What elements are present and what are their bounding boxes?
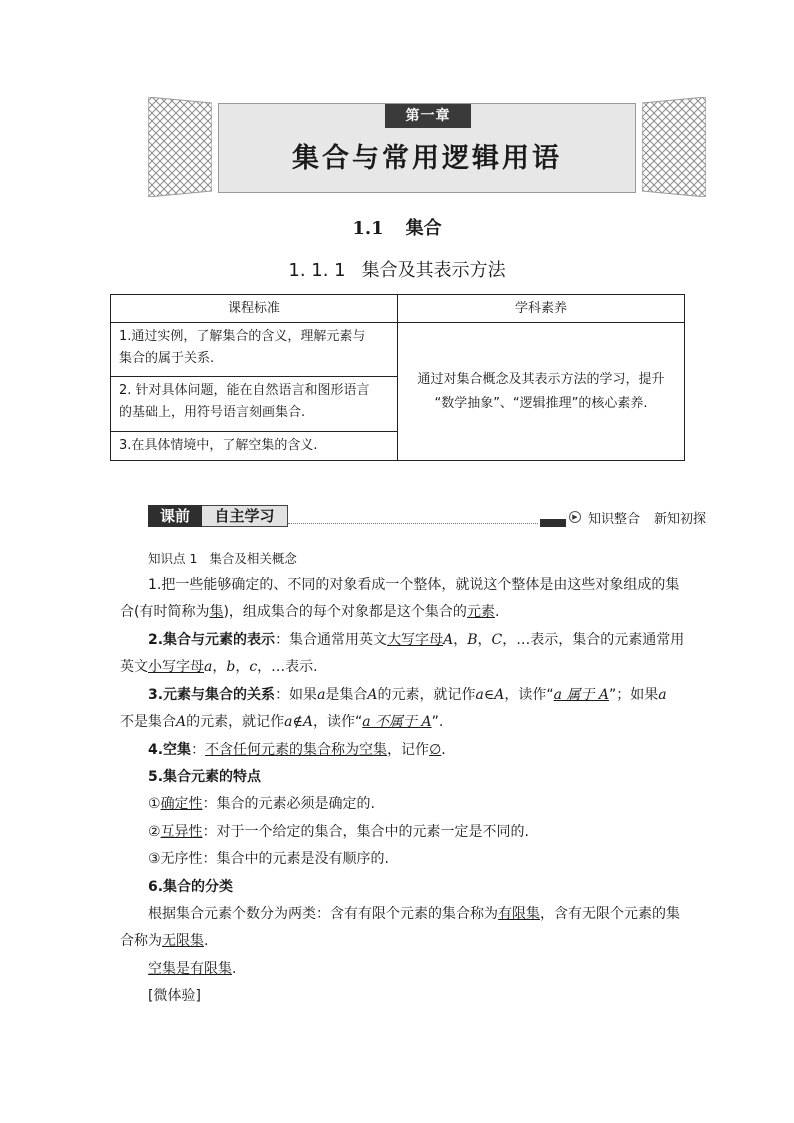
section-bar [148,505,708,527]
paragraph-6-line-1: 根据集合元素个数分为两类：含有有限个元素的集合称为有限集，含有无限个元素的集 [148,906,680,922]
paragraph-3-line-2: 不是集合A的元素，就记作a∉A，读作“a 不属于 A”. [120,714,444,730]
table-row: 2. 针对具体问题，能在自然语言和图形语言 的基础上，用符号语言刻画集合. [111,377,398,432]
bar-link-new-knowledge[interactable]: 新知初探 [654,512,707,527]
paragraph-6-line-2: 合称为无限集. [120,933,209,949]
knowledge-point-heading: 知识点 1 集合及相关概念 [148,551,297,566]
standards-table [110,294,685,461]
paragraph-5-item-3: ③无序性：集合中的元素是没有顺序的. [148,851,389,867]
paragraph-5-item-1: ①确定性：集合的元素必须是确定的. [148,796,376,812]
subsection-name: 集合及其表示方法 [361,260,506,281]
section-number: 1.1 [352,218,384,239]
pattern-decoration-right [642,97,706,197]
section-name: 集合 [405,218,442,239]
micro-experience-label: [微体验] [148,988,201,1004]
bar-label-pre: 课前 [148,505,202,527]
chapter-title: 集合与常用逻辑用语 [292,143,562,174]
bar-link-knowledge[interactable]: 知识整合 [588,512,641,527]
paragraph-1-line-2: 合(有时简称为集)，组成集合的每个对象都是这个集合的元素. [120,604,500,620]
paragraph-5-heading: 5.集合元素的特点 [148,769,262,785]
paragraph-7: 空集是有限集. [148,961,237,977]
literacy-cell: 通过对集合概念及其表示方法的学习，提升 “数学抽象”、“逻辑推理”的核心素养. [417,371,665,411]
section-title [0,214,794,240]
paragraph-4: 4.空集：不含任何元素的集合称为空集，记作∅. [148,742,446,758]
paragraph-3-line-1: 3.元素与集合的关系：如果a是集合A的元素，就记作a∈A，读作“a 属于 A”；如果a [148,687,667,703]
chapter-tag: 第一章 [385,104,471,128]
paragraph-6-heading: 6.集合的分类 [148,879,234,895]
table-header-standard: 课程标准 [111,295,398,323]
table-row: 1.通过实例，了解集合的含义，理解元素与 集合的属于关系. [111,323,398,377]
bar-dark-block [540,519,566,527]
bar-label-self-study: 自主学习 [202,505,288,527]
table-header-literacy: 学科素养 [398,295,684,323]
table-row: 3.在具体情境中，了解空集的含义. [111,432,398,460]
play-icon: ▶ [569,511,581,523]
paragraph-1-line-1: 1.把一些能够确定的、不同的对象看成一个整体，就说这个整体是由这些对象组成的集 [148,577,680,593]
pattern-decoration-left [148,97,212,197]
bar-dotted-line [288,523,538,524]
paragraph-2-line-1: 2.集合与元素的表示：集合通常用英文大写字母A，B，C，…表示，集合的元素通常用 [148,632,685,648]
paragraph-2-line-2: 英文小写字母a，b，c，…表示. [120,659,318,675]
subsection-title [0,256,794,282]
paragraph-5-item-2: ②互异性：对于一个给定的集合，集合中的元素一定是不同的. [148,824,530,840]
subsection-number: 1. 1. 1 [288,260,346,281]
